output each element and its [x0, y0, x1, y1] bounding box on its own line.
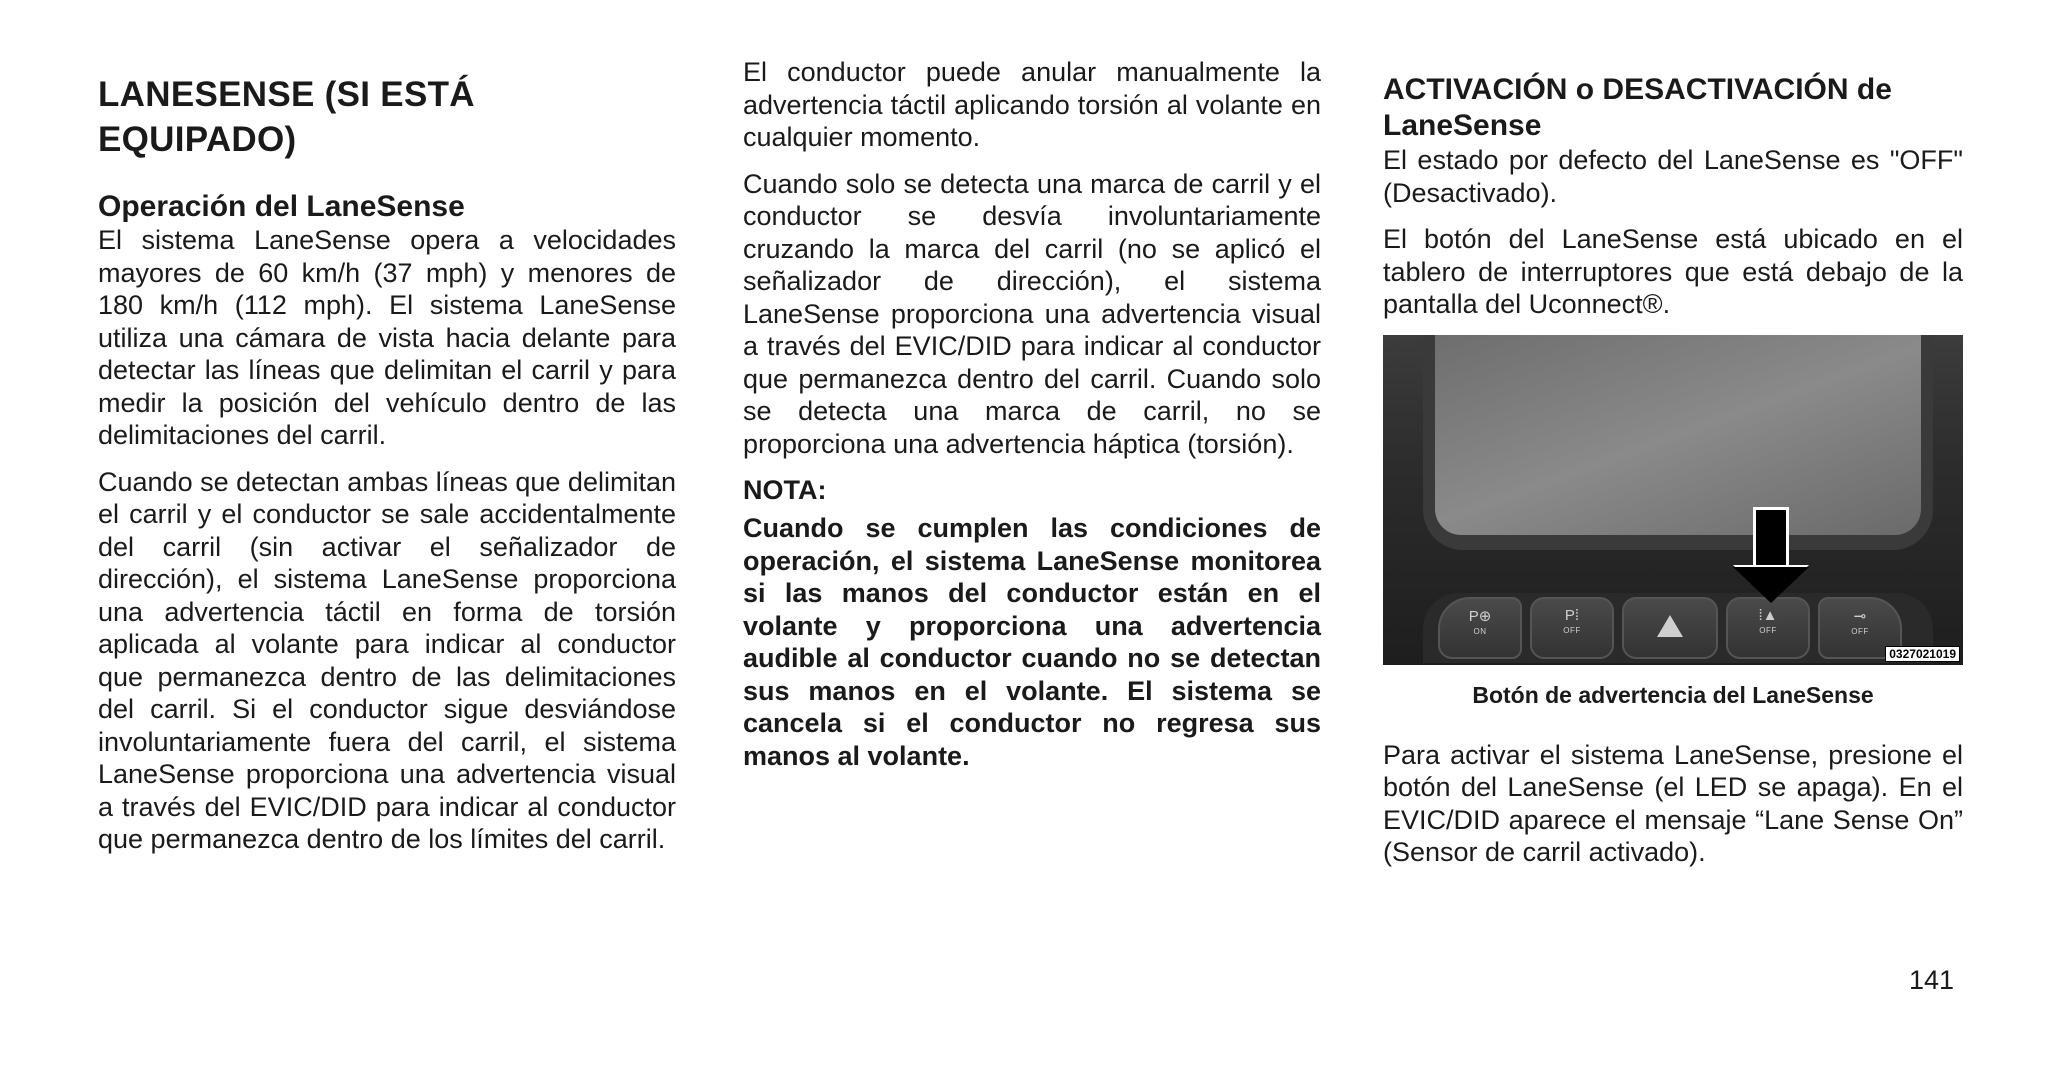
- lanesense-button-photo: [1383, 335, 1963, 665]
- paragraph-single-line: Cuando solo se detecta una marca de carril y el conductor se desvía involuntariamente cruzando la marca del carril (no se aplicó el señalizador de dirección), el sistema LaneSense proporciona una advertencia visual a través del EVIC/DID para indicar al conductor que permanezca dentro del carril. Cuando solo se detecta una marca de carril, no se proporciona una advertencia háptica (torsión).: [743, 168, 1321, 459]
- page-number: 141: [1909, 965, 1955, 995]
- paragraph-activate-instructions: Para activar el sistema LaneSense, presione el botón del LaneSense (el LED se apaga). En el EVIC/DID aparece el mensaje “Lane Sense On” (Sensor de carril activado).: [1383, 739, 1963, 867]
- park-assist-icon: P⊕: [1468, 607, 1492, 625]
- switch-label: OFF: [1759, 625, 1777, 635]
- column-left: [98, 72, 676, 870]
- column-middle: [743, 57, 1321, 786]
- switch-label: OFF: [1563, 625, 1581, 635]
- traction-control-icon: ⊸: [1853, 607, 1867, 625]
- pointer-arrow-shaft: [1753, 507, 1789, 572]
- column-right: [1383, 72, 1963, 883]
- subsection-title-operation: Operación del LaneSense: [98, 190, 465, 223]
- hazard-triangle-icon: [1657, 615, 1683, 637]
- switch-label: ON: [1473, 626, 1487, 636]
- hazard-switch: [1622, 597, 1718, 659]
- paragraph-default-state: El estado por defecto del LaneSense es "OFF" (Desactivado).: [1383, 145, 1963, 208]
- section-title: LANESENSE (SI ESTÁ EQUIPADO): [98, 75, 475, 159]
- subsection-title-activation: ACTIVACIÓN o DESACTIVACIÓN de LaneSense: [1383, 73, 1892, 142]
- note-text: Cuando se cumplen las condiciones de operación, el sistema LaneSense monitorea si las manos del conductor están en el volante y proporciona una advertencia audible al conductor cuando no se detectan sus manos en el volante. El sistema se cancela si el conductor no regresa sus manos al volante.: [743, 513, 1321, 771]
- paragraph-button-location: El botón del LaneSense está ubicado en el tablero de interruptores que está debajo de la pantalla del Uconnect®.: [1383, 224, 1963, 319]
- park-sense-off-switch: [1530, 597, 1614, 659]
- figure-code: 0327021019: [1885, 646, 1960, 662]
- figure-caption: Botón de advertencia del LaneSense: [1472, 681, 1874, 708]
- park-assist-on-switch: [1438, 597, 1522, 659]
- note-label: NOTA:: [743, 475, 827, 505]
- lanesense-icon: ⁞▲: [1758, 606, 1778, 624]
- paragraph-both-lines: Cuando se detectan ambas líneas que delimitan el carril y el conductor se sale accidentalmente del carril (sin activar el señalizador de dirección), el sistema LaneSense proporciona una advertencia táctil en forma de torsión aplicada al volante para indicar al conductor que permanezca dentro de las delimitaciones del carril. Si el conductor sigue desviándose involuntariamente fuera del carril, el sistema LaneSense proporciona una advertencia visual a través del EVIC/DID para indicar al conductor que permanezca dentro de los límites del carril.: [98, 466, 676, 854]
- switch-label: OFF: [1851, 626, 1869, 636]
- lanesense-switch: [1726, 597, 1810, 659]
- pointer-arrow-icon: [1733, 567, 1809, 603]
- uconnect-screen: [1435, 335, 1921, 535]
- paragraph-manual-override: El conductor puede anular manualmente la advertencia táctil aplicando torsión al volante en cualquier momento.: [743, 57, 1321, 152]
- park-sense-icon: P⁞: [1564, 606, 1580, 624]
- paragraph-operation-speeds: El sistema LaneSense opera a velocidades mayores de 60 km/h (37 mph) y menores de 180 km/h (112 mph). El sistema LaneSense utiliza una cámara de vista hacia delante para detectar las líneas que delimitan el carril y para medir la posición del vehículo dentro de las delimitaciones del carril.: [98, 225, 676, 450]
